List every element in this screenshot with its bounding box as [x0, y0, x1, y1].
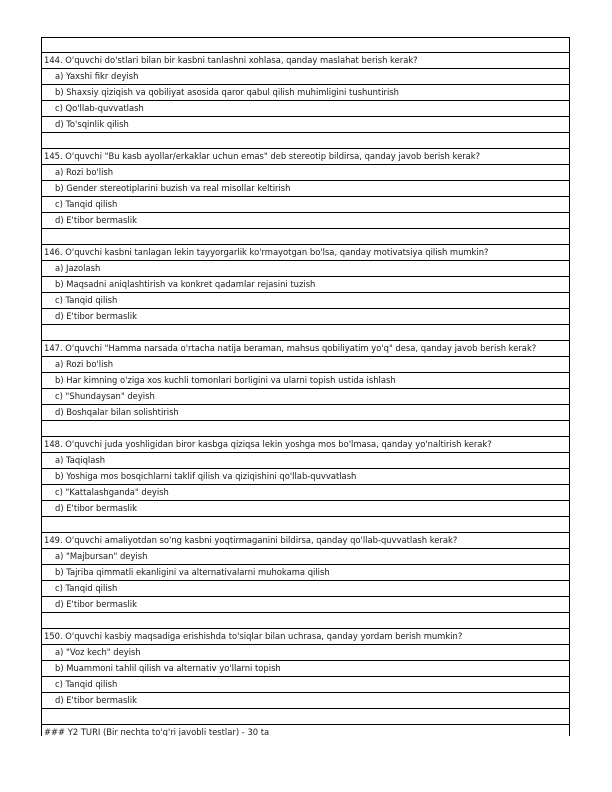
option-row: d) E'tibor bermaslik	[42, 500, 569, 516]
option-row: a) Rozi bo'lish	[42, 164, 569, 180]
option-row: c) Tanqid qilish	[42, 676, 569, 692]
option-row: b) Shaxsiy qiziqish va qobiliyat asosida qaror qabul qilish muhimligini tushuntirish	[42, 84, 569, 100]
option-row: a) "Voz kech" deyish	[42, 644, 569, 660]
empty-row	[42, 228, 569, 244]
option-row: a) "Majbursan" deyish	[42, 548, 569, 564]
empty-row	[42, 132, 569, 148]
option-row: d) To'sqinlik qilish	[42, 116, 569, 132]
question-row: 147. O'quvchi "Hamma narsada o'rtacha natija beraman, mahsus qobiliyatim yo'q" desa, qanday javob berish kerak?	[42, 340, 569, 356]
option-row: c) Tanqid qilish	[42, 580, 569, 596]
option-row: a) Taqiqlash	[42, 452, 569, 468]
option-row: a) Jazolash	[42, 260, 569, 276]
option-row: d) Boshqalar bilan solishtirish	[42, 404, 569, 420]
option-row: a) Yaxshi fikr deyish	[42, 68, 569, 84]
option-row: b) Muammoni tahlil qilish va alternativ yo'llarni topish	[42, 660, 569, 676]
option-row: c) "Kattalashganda" deyish	[42, 484, 569, 500]
option-row: c) Qo'llab-quvvatlash	[42, 100, 569, 116]
question-row: 146. O'quvchi kasbni tanlagan lekin tayyorgarlik ko'rmayotgan bo'lsa, qanday motivatsiya qilish mumkin?	[42, 244, 569, 260]
spreadsheet	[41, 37, 570, 736]
empty-row	[42, 612, 569, 628]
option-row: d) E'tibor bermaslik	[42, 308, 569, 324]
option-row: b) Gender stereotiplarini buzish va real misollar keltirish	[42, 180, 569, 196]
question-row: 149. O'quvchi amaliyotdan so'ng kasbni yoqtirmaganini bildirsa, qanday qo'llab-quvvatlash kerak?	[42, 532, 569, 548]
empty-row	[42, 420, 569, 436]
option-row: d) E'tibor bermaslik	[42, 212, 569, 228]
empty-row	[42, 37, 569, 52]
empty-row	[42, 708, 569, 724]
section-heading-row: ### Y2 TURI (Bir nechta to'g'ri javobli testlar) - 30 ta	[42, 724, 569, 736]
option-row: b) Tajriba qimmatli ekanligini va alternativalarni muhokama qilish	[42, 564, 569, 580]
option-row: b) Har kimning o'ziga xos kuchli tomonlari borligini va ularni topish ustida ishlash	[42, 372, 569, 388]
option-row: c) Tanqid qilish	[42, 196, 569, 212]
question-row: 150. O'quvchi kasbiy maqsadiga erishishda to'siqlar bilan uchrasa, qanday yordam berish mumkin?	[42, 628, 569, 644]
option-row: d) E'tibor bermaslik	[42, 596, 569, 612]
option-row: c) Tanqid qilish	[42, 292, 569, 308]
option-row: b) Maqsadni aniqlashtirish va konkret qadamlar rejasini tuzish	[42, 276, 569, 292]
option-row: b) Yoshiga mos bosqichlarni taklif qilish va qiziqishini qo'llab-quvvatlash	[42, 468, 569, 484]
question-row: 148. O'quvchi juda yoshligidan biror kasbga qiziqsa lekin yoshga mos bo'lmasa, qanday yo'naltirish kerak?	[42, 436, 569, 452]
option-row: a) Rozi bo'lish	[42, 356, 569, 372]
empty-row	[42, 516, 569, 532]
option-row: d) E'tibor bermaslik	[42, 692, 569, 708]
empty-row	[42, 324, 569, 340]
question-row: 144. O'quvchi do'stlari bilan bir kasbni tanlashni xohlasa, qanday maslahat berish kerak?	[42, 52, 569, 68]
question-row: 145. O'quvchi "Bu kasb ayollar/erkaklar uchun emas" deb stereotip bildirsa, qanday javob berish kerak?	[42, 148, 569, 164]
option-row: c) "Shundaysan" deyish	[42, 388, 569, 404]
